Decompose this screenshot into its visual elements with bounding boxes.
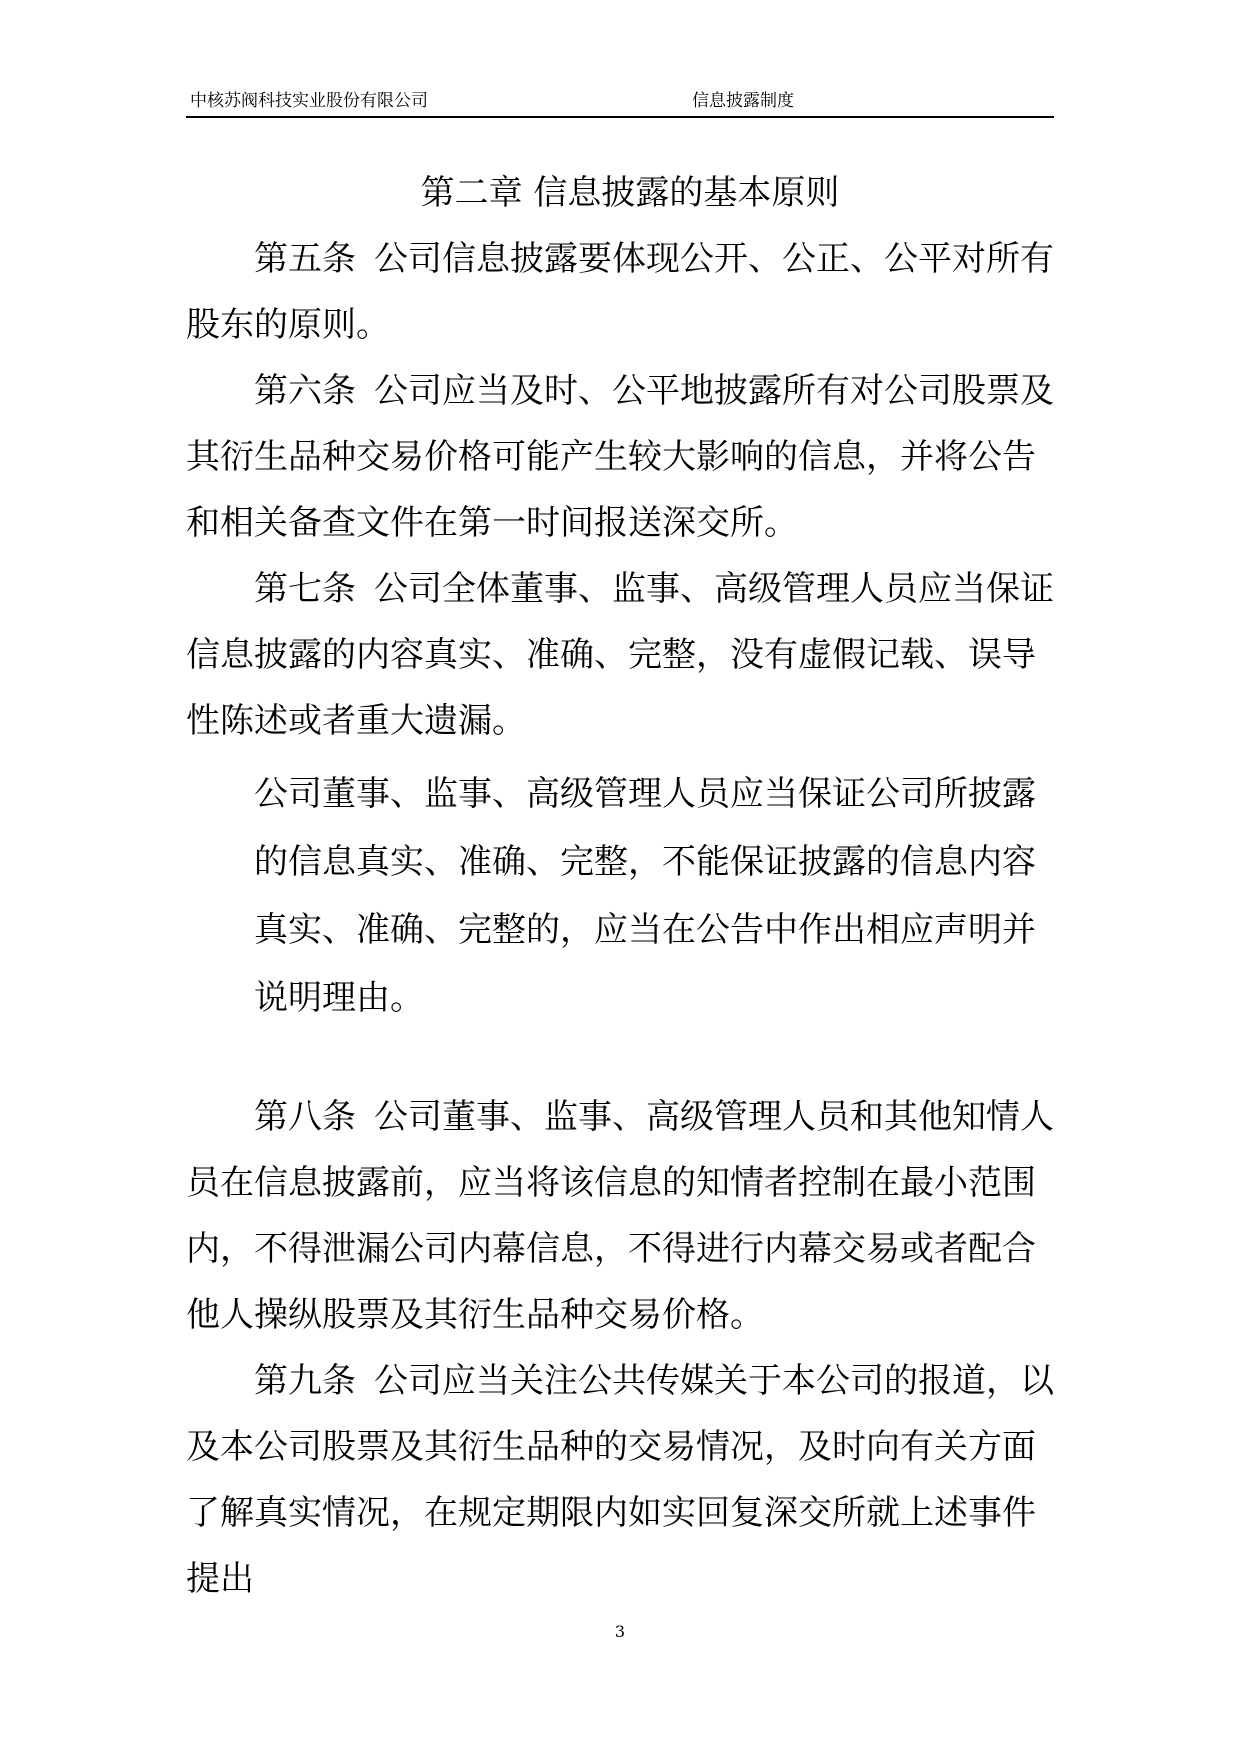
article-6 <box>186 358 1058 556</box>
blank-line <box>186 1032 1066 1084</box>
article-7 <box>186 556 1058 754</box>
page-header <box>186 86 1054 118</box>
article-number: 第七条 <box>254 569 356 609</box>
article-5 <box>186 226 1058 358</box>
article-text: 公司董事、监事、高级管理人员和其他知情人员在信息披露前，应当将该信息的知情者控制在最小范围内，不得泄漏公司内幕信息，不得进行内幕交易或者配合他人操纵股票及其衍生品种交易价格。 <box>186 1097 1054 1335</box>
article-text: 公司信息披露要体现公开、公正、公平对所有股东的原则。 <box>186 239 1054 345</box>
chapter-title: 第二章 信息披露的基本原则 <box>420 173 840 213</box>
article-number: 第九条 <box>254 1361 356 1401</box>
article-text: 公司应当关注公共传媒关于本公司的报道，以及本公司股票及其衍生品种的交易情况，及时向有关方面了解真实情况，在规定期限内如实回复深交所就上述事件提出 <box>186 1361 1054 1599</box>
article-7-paragraph-2 <box>186 760 1062 1032</box>
article-8 <box>186 1084 1058 1348</box>
article-text: 公司董事、监事、高级管理人员应当保证公司所披露的信息真实、准确、完整，不能保证披露的信息内容真实、准确、完整的，应当在公告中作出相应声明并说明理由。 <box>254 774 1036 1018</box>
document-body <box>186 168 1066 1612</box>
article-number: 第八条 <box>254 1097 356 1137</box>
article-9 <box>186 1348 1058 1612</box>
article-number: 第六条 <box>254 371 356 411</box>
article-text: 公司全体董事、监事、高级管理人员应当保证信息披露的内容真实、准确、完整，没有虚假记载、误导性陈述或者重大遗漏。 <box>186 569 1054 741</box>
header-document-title: 信息披露制度 <box>692 91 794 111</box>
article-text: 公司应当及时、公平地披露所有对公司股票及其衍生品种交易价格可能产生较大影响的信息，并将公告和相关备查文件在第一时间报送深交所。 <box>186 371 1054 543</box>
article-number: 第五条 <box>254 239 356 279</box>
header-company-name: 中核苏阀科技实业股份有限公司 <box>190 91 428 111</box>
page-number: 3 <box>614 1622 626 1641</box>
